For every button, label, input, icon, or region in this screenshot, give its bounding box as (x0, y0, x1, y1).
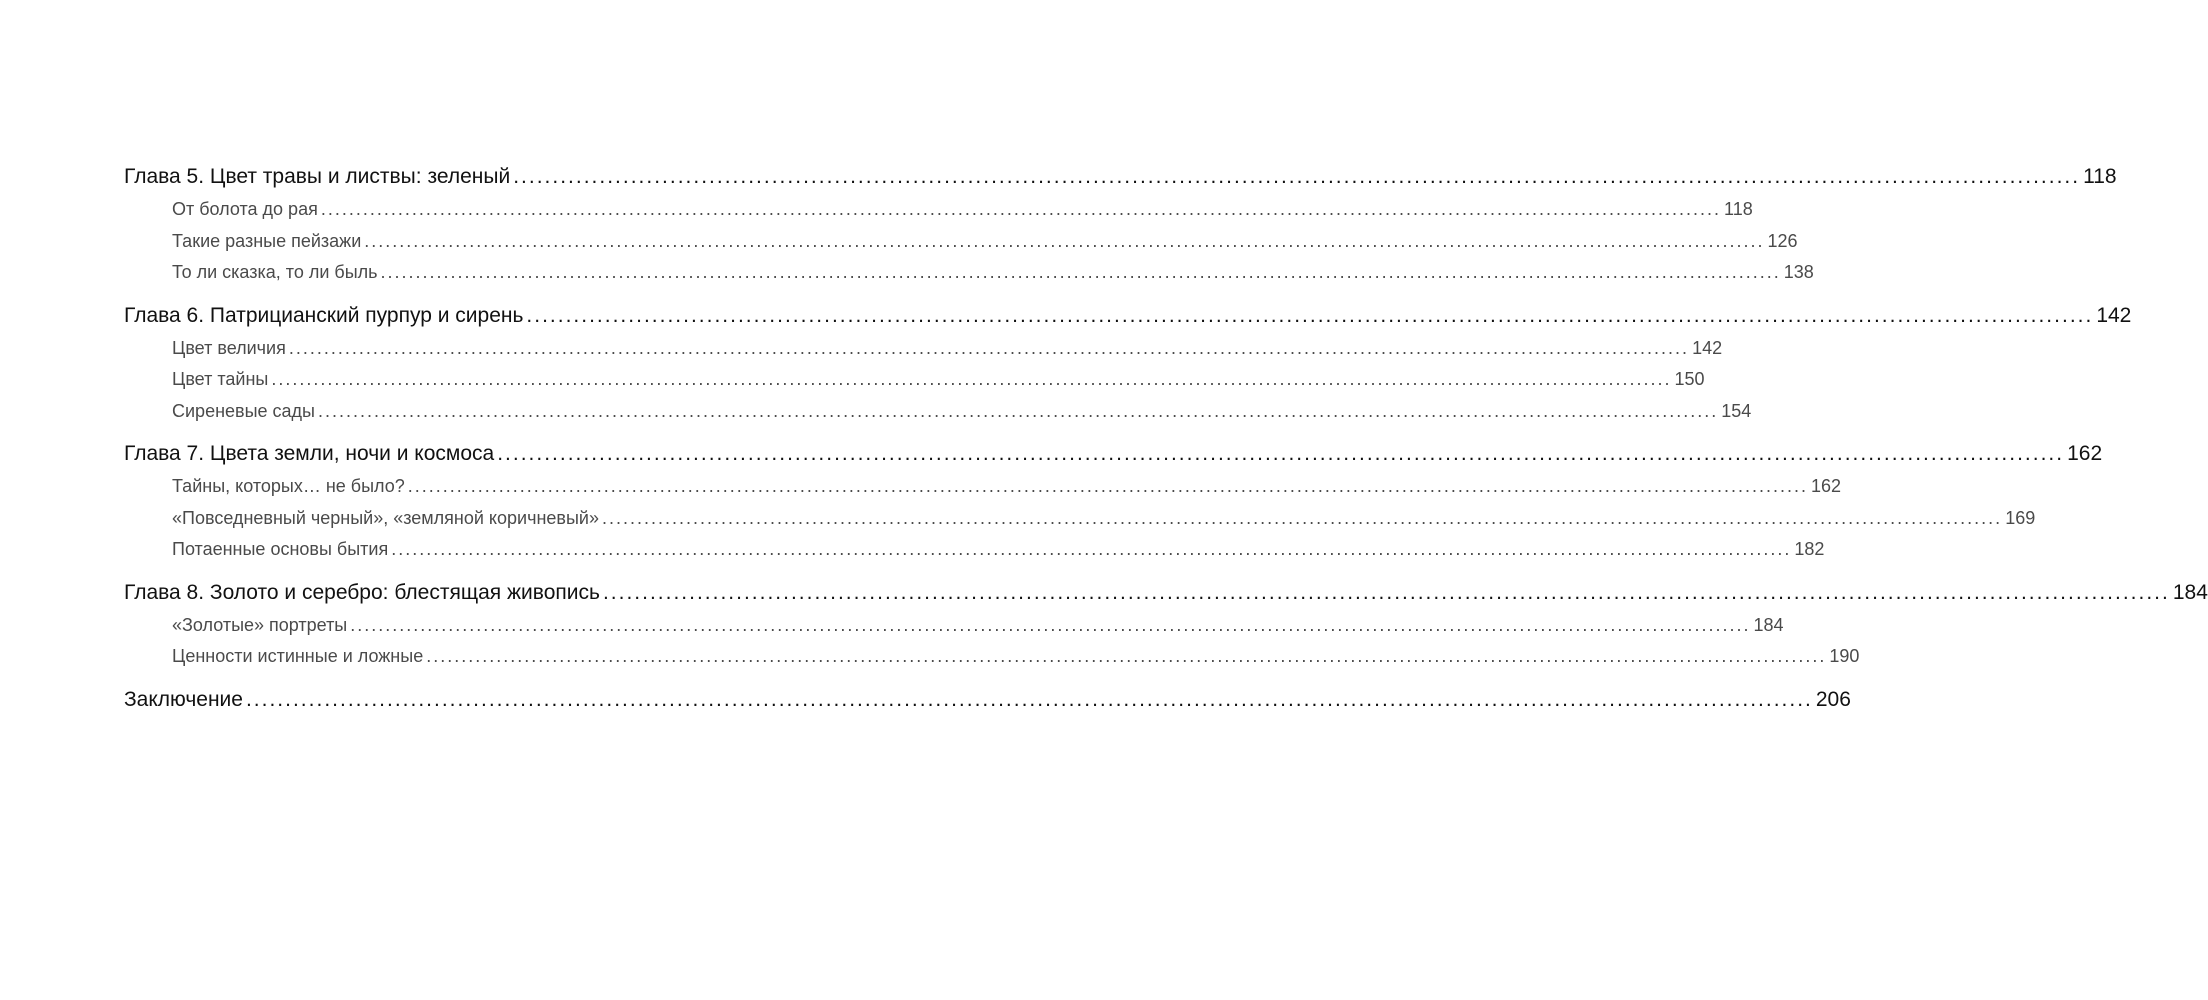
section-title: От болота до рая (172, 199, 318, 219)
page-number: 190 (1829, 646, 1860, 666)
chapter-title: Глава 8. Золото и серебро: блестящая живопись (124, 580, 600, 604)
page-number: 182 (1794, 539, 1825, 559)
dot-leader: ........................................................................................................................................................................................................ (426, 646, 1827, 666)
page-number: 206 (1815, 687, 1851, 711)
dot-leader: ........................................................................................................................................................................................................ (497, 442, 2065, 465)
dot-leader: ........................................................................................................................................................................................................ (271, 369, 1672, 389)
section-title: Цвет величия (172, 337, 286, 358)
section-title: Такие разные пейзажи (172, 230, 362, 251)
toc-chapter-entry[interactable] (124, 437, 2103, 471)
toc-section-entry[interactable] (124, 194, 1753, 226)
table-of-contents (124, 160, 2208, 727)
page-number: 162 (1810, 476, 1842, 496)
chapter-title: Глава 7. Цвета земли, ночи и космоса (124, 442, 495, 465)
dot-leader: ........................................................................................................................................................................................................ (245, 687, 1813, 711)
toc-section-entry[interactable] (124, 471, 1842, 503)
toc-chapter-entry[interactable] (124, 683, 1851, 717)
toc-section-entry[interactable] (124, 610, 1784, 642)
page-number: 138 (1783, 262, 1814, 282)
page-number: 126 (1767, 230, 1798, 251)
page-number: 154 (1721, 400, 1752, 421)
chapter-title: Глава 6. Патрицианский пурпур и сирень (124, 303, 524, 327)
section-title: Цвет тайны (172, 369, 269, 389)
section-title: «Золотые» портреты (172, 614, 348, 635)
conclusion-title: Заключение (124, 687, 243, 711)
page-number: 184 (1753, 614, 1784, 635)
toc-chapter-entry[interactable] (124, 576, 2208, 610)
page-number: 142 (2096, 303, 2132, 327)
dot-leader: ........................................................................................................................................................................................................ (380, 262, 1781, 282)
page-number: 150 (1674, 369, 1705, 389)
toc-section-entry[interactable] (124, 333, 1723, 365)
dot-leader: ........................................................................................................................................................................................................ (318, 400, 1719, 421)
dot-leader: ........................................................................................................................................................................................................ (601, 507, 2003, 528)
section-title: Тайны, которых… не было? (172, 476, 405, 496)
toc-chapter-8 (124, 576, 2208, 673)
toc-section-entry[interactable] (124, 257, 1814, 289)
toc-section-entry[interactable] (124, 364, 1705, 396)
toc-conclusion (124, 683, 1851, 717)
section-title: Сиреневые сады (172, 400, 315, 421)
section-title: «Повседневный черный», «земляной коричневый» (172, 507, 599, 528)
chapter-title: Глава 5. Цвет травы и листвы: зеленый (124, 165, 511, 188)
page-number: 184 (2172, 580, 2208, 604)
toc-chapter-entry[interactable] (124, 160, 2117, 194)
toc-chapter-7 (124, 437, 2103, 566)
page-number: 169 (2005, 507, 2036, 528)
dot-leader: ........................................................................................................................................................................................................ (391, 539, 1792, 559)
toc-chapter-entry[interactable] (124, 299, 2132, 333)
toc-chapter-6 (124, 299, 2132, 428)
section-title: То ли сказка, то ли быль (172, 262, 378, 282)
page-number: 162 (2067, 442, 2103, 465)
dot-leader: ........................................................................................................................................................................................................ (513, 165, 2081, 188)
page-number: 142 (1692, 337, 1723, 358)
section-title: Ценности истинные и ложные (172, 646, 424, 666)
toc-section-entry[interactable] (124, 503, 2036, 535)
toc-chapter-5 (124, 160, 2117, 289)
toc-section-entry[interactable] (124, 534, 1825, 566)
section-title: Потаенные основы бытия (172, 539, 389, 559)
dot-leader: ........................................................................................................................................................................................................ (407, 476, 1808, 496)
dot-leader: ........................................................................................................................................................................................................ (526, 303, 2094, 327)
dot-leader: ........................................................................................................................................................................................................ (320, 199, 1722, 219)
toc-section-entry[interactable] (124, 226, 1798, 258)
toc-section-entry[interactable] (124, 641, 1860, 673)
dot-leader: ........................................................................................................................................................................................................ (288, 337, 1690, 358)
page-number: 118 (1724, 199, 1753, 219)
dot-leader: ........................................................................................................................................................................................................ (350, 614, 1751, 635)
page-number: 118 (2083, 165, 2117, 188)
toc-section-entry[interactable] (124, 396, 1752, 428)
dot-leader: ........................................................................................................................................................................................................ (364, 230, 1765, 251)
dot-leader: ........................................................................................................................................................................................................ (602, 580, 2170, 604)
